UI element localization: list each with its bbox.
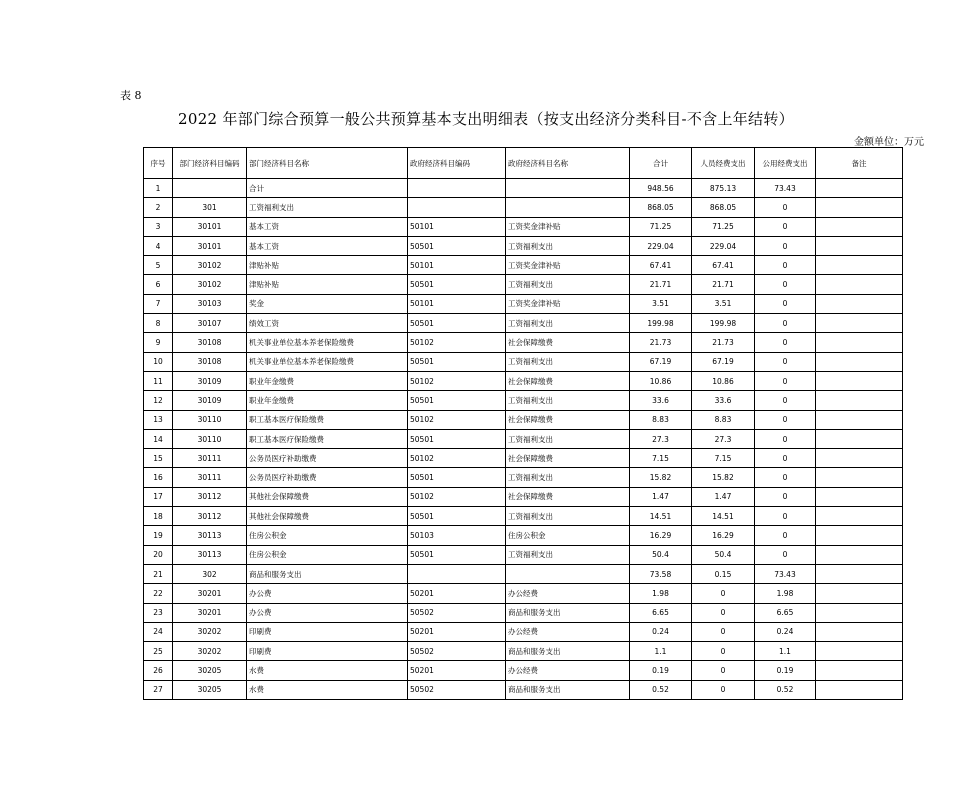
cell-public: 6.65 [755, 603, 816, 622]
cell-dept-code: 30113 [173, 526, 247, 545]
cell-dept-name: 办公费 [247, 603, 408, 622]
cell-total: 7.15 [630, 449, 692, 468]
cell-seq: 1 [144, 179, 173, 198]
cell-personnel: 875.13 [692, 179, 755, 198]
cell-seq: 12 [144, 391, 173, 410]
cell-seq: 15 [144, 449, 173, 468]
cell-remark [816, 314, 903, 333]
table-row [144, 410, 903, 429]
cell-dept-code: 30201 [173, 584, 247, 603]
cell-seq: 21 [144, 564, 173, 583]
cell-total: 3.51 [630, 294, 692, 313]
cell-public: 1.1 [755, 642, 816, 661]
cell-personnel: 67.19 [692, 352, 755, 371]
cell-gov-name: 社会保障缴费 [506, 371, 630, 390]
cell-dept-code: 30205 [173, 661, 247, 680]
header-remark: 备注 [816, 148, 903, 179]
cell-remark [816, 352, 903, 371]
cell-gov-code: 50501 [408, 236, 506, 255]
cell-remark [816, 642, 903, 661]
cell-personnel: 10.86 [692, 371, 755, 390]
cell-personnel: 0 [692, 680, 755, 699]
cell-gov-code: 50101 [408, 256, 506, 275]
table-row [144, 622, 903, 641]
cell-public: 0.52 [755, 680, 816, 699]
cell-total: 868.05 [630, 198, 692, 217]
cell-personnel: 0 [692, 642, 755, 661]
cell-gov-code: 50101 [408, 294, 506, 313]
cell-total: 10.86 [630, 371, 692, 390]
cell-gov-name: 工资福利支出 [506, 468, 630, 487]
table-header-row [144, 148, 903, 179]
cell-remark [816, 410, 903, 429]
table-row [144, 507, 903, 526]
cell-total: 1.1 [630, 642, 692, 661]
cell-public: 0 [755, 468, 816, 487]
cell-gov-name: 社会保障缴费 [506, 410, 630, 429]
cell-public: 0 [755, 449, 816, 468]
cell-public: 73.43 [755, 564, 816, 583]
cell-public: 0 [755, 391, 816, 410]
cell-dept-name: 印刷费 [247, 642, 408, 661]
cell-total: 67.41 [630, 256, 692, 275]
cell-dept-code: 30202 [173, 622, 247, 641]
cell-total: 50.4 [630, 545, 692, 564]
cell-gov-name: 办公经费 [506, 661, 630, 680]
cell-total: 16.29 [630, 526, 692, 545]
cell-gov-code: 50201 [408, 622, 506, 641]
cell-gov-name: 办公经费 [506, 622, 630, 641]
cell-seq: 7 [144, 294, 173, 313]
header-dept-name: 部门经济科目名称 [247, 148, 408, 179]
cell-public: 0 [755, 217, 816, 236]
cell-seq: 19 [144, 526, 173, 545]
cell-remark [816, 680, 903, 699]
cell-remark [816, 449, 903, 468]
cell-personnel: 71.25 [692, 217, 755, 236]
table-row [144, 236, 903, 255]
cell-total: 15.82 [630, 468, 692, 487]
cell-total: 14.51 [630, 507, 692, 526]
cell-total: 21.71 [630, 275, 692, 294]
cell-total: 948.56 [630, 179, 692, 198]
cell-dept-code: 30111 [173, 449, 247, 468]
cell-gov-name [506, 179, 630, 198]
table-row [144, 217, 903, 236]
cell-dept-code: 30108 [173, 333, 247, 352]
table-number-label: 表 8 [120, 89, 142, 102]
table-row [144, 584, 903, 603]
cell-gov-code: 50501 [408, 507, 506, 526]
cell-dept-code: 30112 [173, 507, 247, 526]
cell-dept-name: 机关事业单位基本养老保险缴费 [247, 333, 408, 352]
cell-seq: 27 [144, 680, 173, 699]
cell-gov-name: 工资奖金津补贴 [506, 294, 630, 313]
table-row [144, 314, 903, 333]
table-row [144, 449, 903, 468]
cell-public: 0 [755, 314, 816, 333]
cell-public: 1.98 [755, 584, 816, 603]
cell-total: 0.19 [630, 661, 692, 680]
table-row [144, 468, 903, 487]
cell-dept-code: 30103 [173, 294, 247, 313]
cell-remark [816, 198, 903, 217]
cell-gov-name: 工资福利支出 [506, 391, 630, 410]
header-personnel: 人员经费支出 [692, 148, 755, 179]
cell-gov-code: 50502 [408, 642, 506, 661]
cell-public: 0.24 [755, 622, 816, 641]
cell-remark [816, 487, 903, 506]
cell-public: 0 [755, 294, 816, 313]
cell-gov-name: 商品和服务支出 [506, 680, 630, 699]
cell-seq: 2 [144, 198, 173, 217]
cell-public: 0 [755, 507, 816, 526]
cell-remark [816, 526, 903, 545]
cell-gov-name: 社会保障缴费 [506, 487, 630, 506]
cell-gov-code: 50501 [408, 468, 506, 487]
cell-remark [816, 584, 903, 603]
cell-dept-name: 奖金 [247, 294, 408, 313]
cell-personnel: 0 [692, 661, 755, 680]
cell-seq: 18 [144, 507, 173, 526]
cell-gov-code [408, 198, 506, 217]
cell-remark [816, 622, 903, 641]
cell-remark [816, 275, 903, 294]
table-row [144, 487, 903, 506]
table-row [144, 545, 903, 564]
cell-dept-name: 合计 [247, 179, 408, 198]
cell-dept-name: 其他社会保障缴费 [247, 507, 408, 526]
table-row [144, 661, 903, 680]
cell-seq: 14 [144, 429, 173, 448]
cell-gov-name: 商品和服务支出 [506, 642, 630, 661]
cell-dept-name: 职工基本医疗保险缴费 [247, 429, 408, 448]
cell-public: 0 [755, 198, 816, 217]
cell-dept-name: 津贴补贴 [247, 275, 408, 294]
cell-seq: 13 [144, 410, 173, 429]
cell-personnel: 868.05 [692, 198, 755, 217]
cell-gov-name: 工资福利支出 [506, 545, 630, 564]
cell-gov-code: 50201 [408, 584, 506, 603]
cell-personnel: 0.15 [692, 564, 755, 583]
cell-dept-code: 30110 [173, 410, 247, 429]
cell-public: 0 [755, 526, 816, 545]
cell-total: 21.73 [630, 333, 692, 352]
cell-personnel: 8.83 [692, 410, 755, 429]
cell-seq: 8 [144, 314, 173, 333]
cell-dept-name: 住房公积金 [247, 526, 408, 545]
cell-gov-name [506, 198, 630, 217]
cell-remark [816, 294, 903, 313]
cell-gov-code [408, 179, 506, 198]
cell-gov-name [506, 564, 630, 583]
cell-seq: 3 [144, 217, 173, 236]
cell-public: 0 [755, 352, 816, 371]
table-row [144, 680, 903, 699]
cell-dept-code: 30110 [173, 429, 247, 448]
cell-seq: 17 [144, 487, 173, 506]
cell-personnel: 229.04 [692, 236, 755, 255]
cell-seq: 5 [144, 256, 173, 275]
cell-total: 33.6 [630, 391, 692, 410]
cell-gov-code: 50102 [408, 449, 506, 468]
cell-gov-name: 住房公积金 [506, 526, 630, 545]
cell-dept-name: 商品和服务支出 [247, 564, 408, 583]
cell-public: 0 [755, 429, 816, 448]
table-row [144, 429, 903, 448]
cell-remark [816, 391, 903, 410]
cell-gov-name: 工资福利支出 [506, 429, 630, 448]
cell-seq: 23 [144, 603, 173, 622]
cell-seq: 4 [144, 236, 173, 255]
table-row [144, 198, 903, 217]
cell-remark [816, 179, 903, 198]
cell-dept-code: 30205 [173, 680, 247, 699]
table-row [144, 352, 903, 371]
cell-dept-code: 30202 [173, 642, 247, 661]
cell-dept-code: 30108 [173, 352, 247, 371]
cell-public: 0 [755, 545, 816, 564]
table-row [144, 642, 903, 661]
cell-personnel: 199.98 [692, 314, 755, 333]
cell-gov-code: 50201 [408, 661, 506, 680]
page-title: 2022 年部门综合预算一般公共预算基本支出明细表（按支出经济分类科目-不含上年结转） [178, 110, 794, 128]
cell-gov-code: 50501 [408, 352, 506, 371]
cell-dept-code: 30101 [173, 217, 247, 236]
cell-dept-code: 30101 [173, 236, 247, 255]
cell-gov-code: 50501 [408, 545, 506, 564]
cell-seq: 11 [144, 371, 173, 390]
cell-dept-name: 职业年金缴费 [247, 371, 408, 390]
cell-remark [816, 371, 903, 390]
cell-remark [816, 661, 903, 680]
cell-remark [816, 468, 903, 487]
table-row [144, 294, 903, 313]
table-row [144, 371, 903, 390]
cell-dept-code: 30102 [173, 275, 247, 294]
cell-total: 73.58 [630, 564, 692, 583]
budget-detail-table [143, 147, 903, 700]
cell-personnel: 14.51 [692, 507, 755, 526]
table-row [144, 391, 903, 410]
cell-personnel: 15.82 [692, 468, 755, 487]
cell-dept-name: 住房公积金 [247, 545, 408, 564]
header-seq: 序号 [144, 148, 173, 179]
cell-gov-name: 办公经费 [506, 584, 630, 603]
cell-seq: 22 [144, 584, 173, 603]
cell-personnel: 3.51 [692, 294, 755, 313]
cell-remark [816, 256, 903, 275]
cell-personnel: 21.71 [692, 275, 755, 294]
cell-dept-code: 301 [173, 198, 247, 217]
cell-seq: 10 [144, 352, 173, 371]
cell-total: 1.47 [630, 487, 692, 506]
cell-seq: 26 [144, 661, 173, 680]
cell-personnel: 50.4 [692, 545, 755, 564]
cell-seq: 6 [144, 275, 173, 294]
cell-seq: 24 [144, 622, 173, 641]
table-row [144, 603, 903, 622]
cell-gov-code: 50501 [408, 314, 506, 333]
cell-gov-name: 工资福利支出 [506, 314, 630, 333]
cell-gov-code: 50102 [408, 487, 506, 506]
cell-gov-name: 社会保障缴费 [506, 449, 630, 468]
cell-seq: 9 [144, 333, 173, 352]
cell-dept-name: 绩效工资 [247, 314, 408, 333]
cell-public: 0 [755, 275, 816, 294]
cell-dept-name: 机关事业单位基本养老保险缴费 [247, 352, 408, 371]
cell-dept-code: 30109 [173, 391, 247, 410]
cell-gov-name: 社会保障缴费 [506, 333, 630, 352]
header-gov-name: 政府经济科目名称 [506, 148, 630, 179]
table-row [144, 256, 903, 275]
cell-dept-name: 基本工资 [247, 217, 408, 236]
cell-dept-name: 水费 [247, 680, 408, 699]
cell-remark [816, 564, 903, 583]
header-public: 公用经费支出 [755, 148, 816, 179]
cell-dept-code: 302 [173, 564, 247, 583]
cell-public: 0 [755, 487, 816, 506]
cell-total: 67.19 [630, 352, 692, 371]
cell-dept-code: 30111 [173, 468, 247, 487]
cell-gov-code: 50502 [408, 603, 506, 622]
cell-dept-code: 30201 [173, 603, 247, 622]
cell-dept-name: 基本工资 [247, 236, 408, 255]
cell-remark [816, 236, 903, 255]
table-row [144, 333, 903, 352]
cell-gov-code: 50501 [408, 275, 506, 294]
header-total: 合计 [630, 148, 692, 179]
cell-personnel: 27.3 [692, 429, 755, 448]
cell-gov-code: 50103 [408, 526, 506, 545]
cell-dept-name: 印刷费 [247, 622, 408, 641]
cell-personnel: 21.73 [692, 333, 755, 352]
cell-dept-name: 公务员医疗补助缴费 [247, 468, 408, 487]
cell-seq: 20 [144, 545, 173, 564]
cell-gov-name: 商品和服务支出 [506, 603, 630, 622]
cell-personnel: 7.15 [692, 449, 755, 468]
cell-personnel: 0 [692, 603, 755, 622]
cell-dept-name: 水费 [247, 661, 408, 680]
cell-personnel: 0 [692, 622, 755, 641]
cell-public: 0 [755, 256, 816, 275]
cell-remark [816, 545, 903, 564]
cell-personnel: 33.6 [692, 391, 755, 410]
cell-remark [816, 429, 903, 448]
cell-dept-code: 30109 [173, 371, 247, 390]
cell-dept-name: 其他社会保障缴费 [247, 487, 408, 506]
cell-gov-name: 工资福利支出 [506, 352, 630, 371]
cell-gov-code: 50501 [408, 391, 506, 410]
cell-total: 6.65 [630, 603, 692, 622]
cell-public: 0.19 [755, 661, 816, 680]
cell-personnel: 16.29 [692, 526, 755, 545]
cell-gov-name: 工资奖金津补贴 [506, 217, 630, 236]
cell-dept-name: 津贴补贴 [247, 256, 408, 275]
cell-gov-name: 工资福利支出 [506, 275, 630, 294]
table-row [144, 275, 903, 294]
cell-dept-code [173, 179, 247, 198]
cell-gov-code: 50102 [408, 371, 506, 390]
cell-dept-name: 职工基本医疗保险缴费 [247, 410, 408, 429]
cell-public: 0 [755, 410, 816, 429]
cell-dept-code: 30112 [173, 487, 247, 506]
cell-gov-code: 50102 [408, 333, 506, 352]
currency-unit-label: 金额单位：万元 [854, 137, 924, 148]
cell-gov-code: 50101 [408, 217, 506, 236]
cell-public: 73.43 [755, 179, 816, 198]
cell-dept-name: 办公费 [247, 584, 408, 603]
cell-gov-name: 工资奖金津补贴 [506, 256, 630, 275]
cell-total: 27.3 [630, 429, 692, 448]
cell-gov-name: 工资福利支出 [506, 236, 630, 255]
cell-remark [816, 333, 903, 352]
cell-personnel: 0 [692, 584, 755, 603]
cell-total: 1.98 [630, 584, 692, 603]
cell-gov-code: 50102 [408, 410, 506, 429]
cell-total: 71.25 [630, 217, 692, 236]
cell-public: 0 [755, 333, 816, 352]
cell-dept-name: 职业年金缴费 [247, 391, 408, 410]
cell-personnel: 1.47 [692, 487, 755, 506]
cell-gov-name: 工资福利支出 [506, 507, 630, 526]
header-gov-code: 政府经济科目编码 [408, 148, 506, 179]
table-row [144, 526, 903, 545]
cell-total: 199.98 [630, 314, 692, 333]
table-row [144, 564, 903, 583]
cell-gov-code [408, 564, 506, 583]
cell-dept-code: 30113 [173, 545, 247, 564]
cell-remark [816, 217, 903, 236]
cell-seq: 16 [144, 468, 173, 487]
header-dept-code: 部门经济科目编码 [173, 148, 247, 179]
cell-total: 0.52 [630, 680, 692, 699]
cell-total: 0.24 [630, 622, 692, 641]
cell-gov-code: 50501 [408, 429, 506, 448]
cell-dept-code: 30102 [173, 256, 247, 275]
cell-dept-name: 公务员医疗补助缴费 [247, 449, 408, 468]
table-row [144, 179, 903, 198]
cell-dept-name: 工资福利支出 [247, 198, 408, 217]
cell-total: 229.04 [630, 236, 692, 255]
cell-public: 0 [755, 371, 816, 390]
cell-seq: 25 [144, 642, 173, 661]
cell-gov-code: 50502 [408, 680, 506, 699]
cell-remark [816, 603, 903, 622]
cell-personnel: 67.41 [692, 256, 755, 275]
cell-public: 0 [755, 236, 816, 255]
cell-total: 8.83 [630, 410, 692, 429]
cell-remark [816, 507, 903, 526]
cell-dept-code: 30107 [173, 314, 247, 333]
